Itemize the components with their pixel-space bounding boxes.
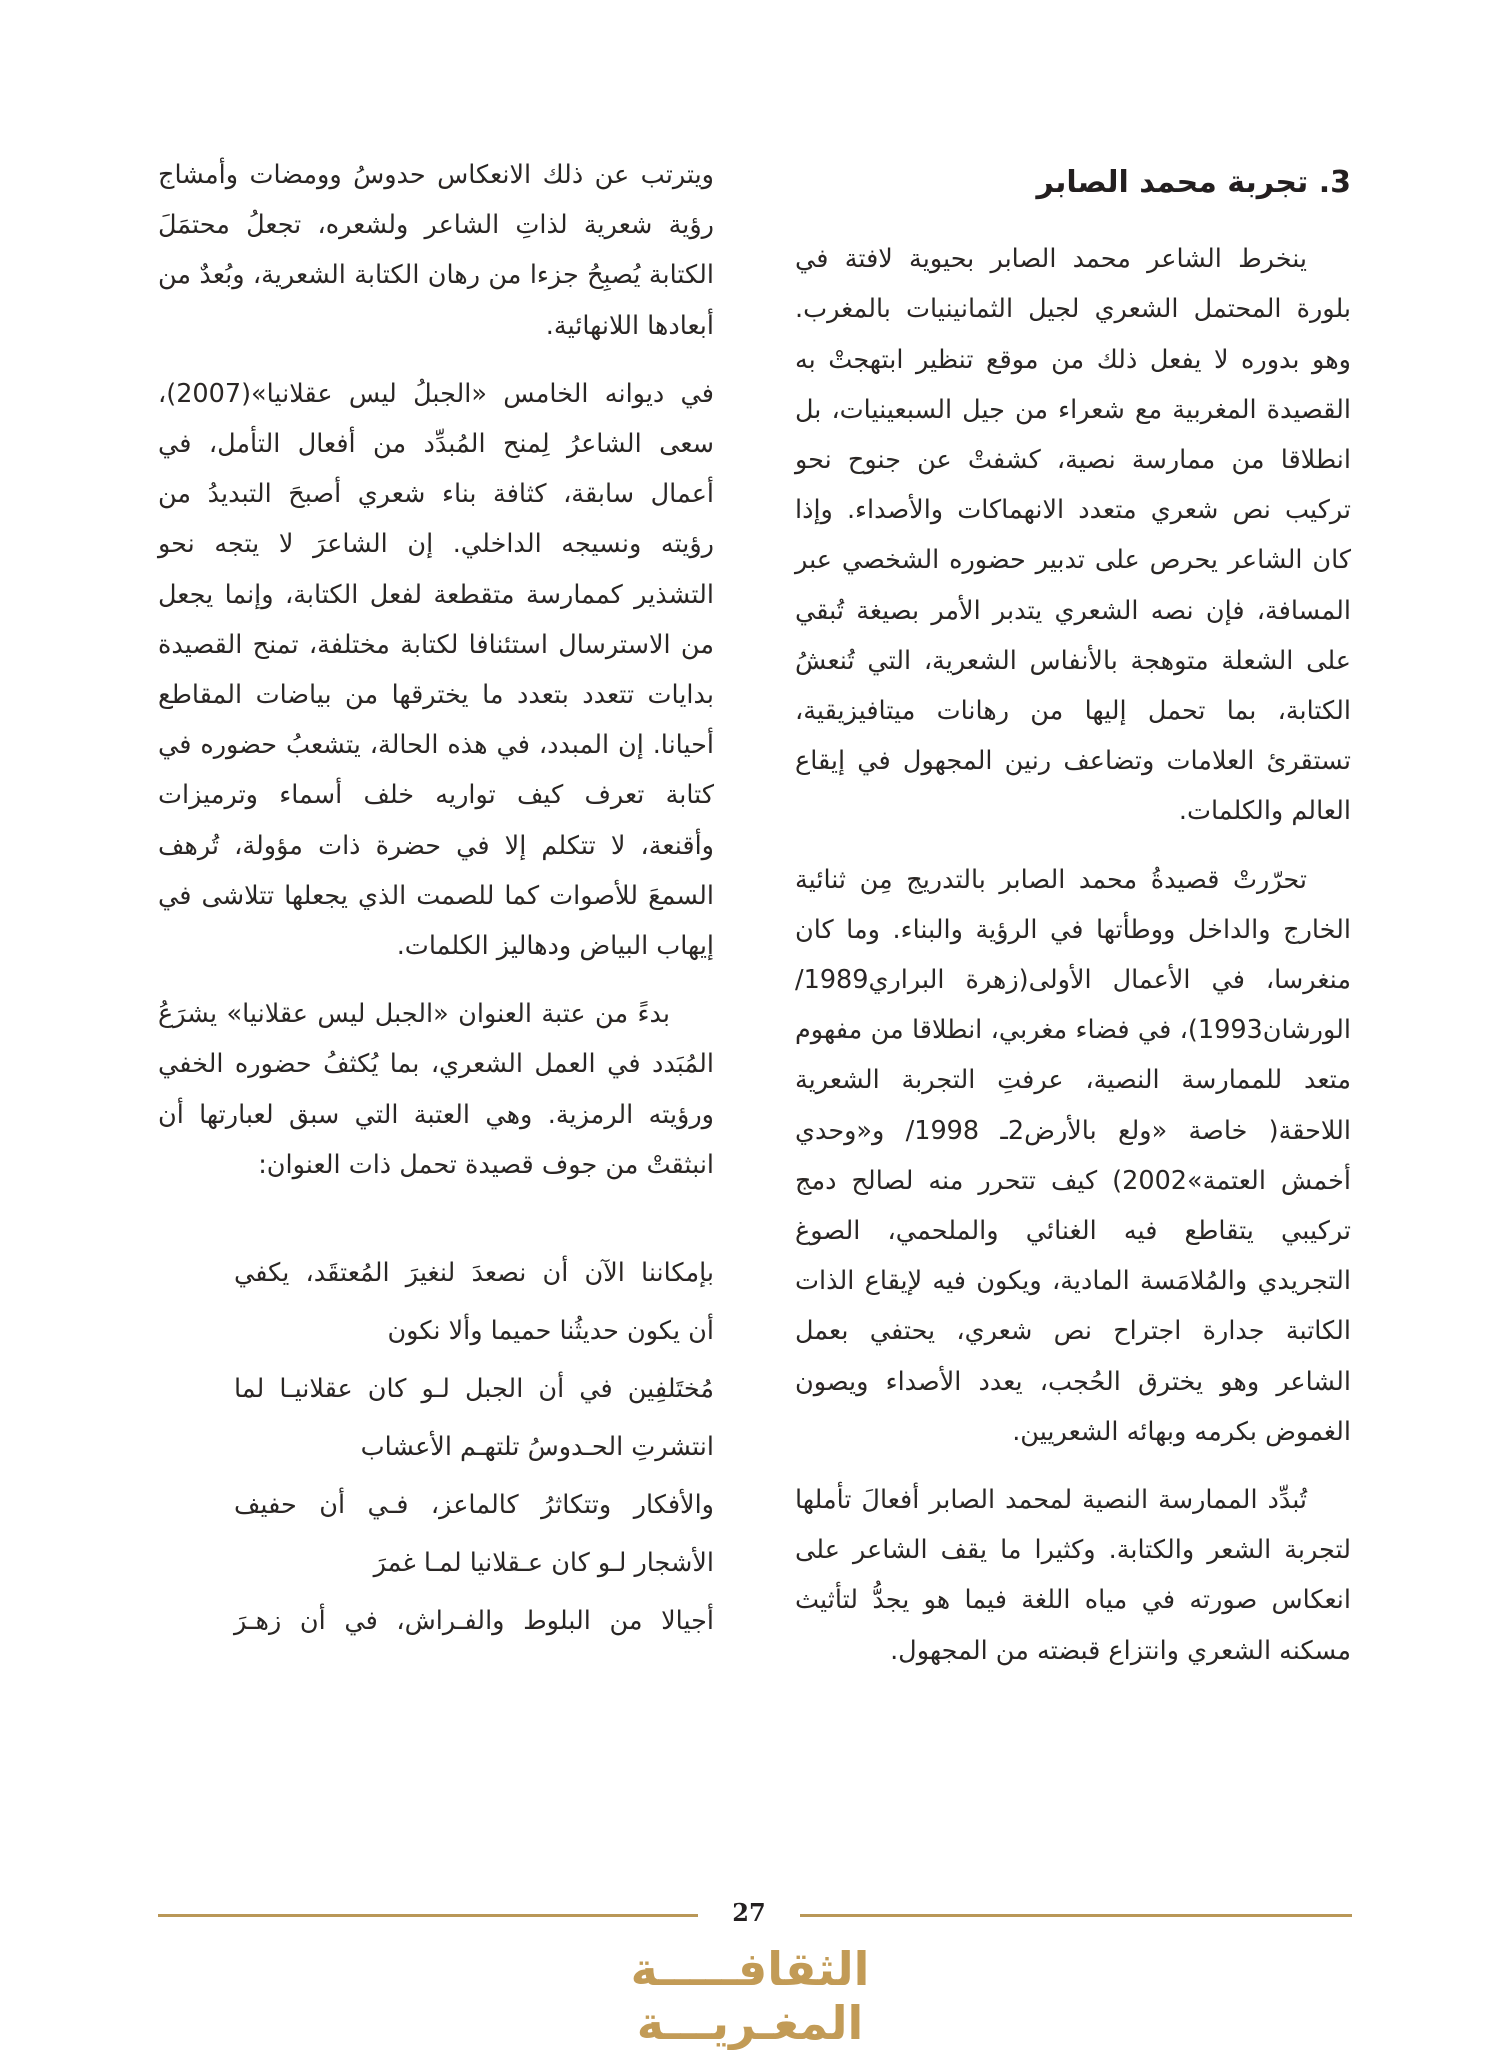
- poem-line: انتشرتِ الحـدوسُ تلتهـم الأعشاب: [360, 1432, 714, 1463]
- paragraph: في ديوانه الخامس «الجبلُ ليس عقلانيا»(2007)، سعى الشاعرُ لِمنح المُبدِّد من أفعال التأمل، في أعمال سابقة، كثافة بناء شعري أصبحَ التبديدُ من رؤيته ونسيجه الداخلي. إن الشاعرَ لا يتجه نحو التشذير كممارسة متقطعة لفعل الكتابة، وإنما يجعل من الاسترسال استئنافا لكتابة مختلفة، تمنح القصيدة بدايات تتعدد بتعدد ما يخترقها من بياضات المقاطع أحيانا. إن المبدد، في هذه الحالة، يتشعبُ حضوره في كتابة تعرف كيف تواريه خلف أسماء وترميزات وأقنعة، لا تتكلم إلا في حضرة ذات مؤولة، تُرهف السمعَ للأصوات كما للصمت الذي يجعلها تتلاشى في إيهاب البياض ودهاليز الكلمات.: [158, 378, 714, 962]
- poem-line: الأشجار لـو كان عـقلانيا لمـا غمرَ: [373, 1548, 714, 1579]
- poem-line: أجيالا من البلوط والفـراش، في أن زهـرَ: [234, 1606, 714, 1637]
- poem-line: أن يكون حديثُنا حميما وألا نكون: [387, 1316, 714, 1347]
- paragraph: ويترتب عن ذلك الانعكاس حدوسُ وومضات وأمشاج رؤية شعرية لذاتِ الشاعر ولشعره، تجعلُ محتمَلَ الكتابة يُصبِحُ جزءا من رهان الكتابة الشعرية، وبُعدٌ من أبعادها اللانهائية.: [158, 160, 714, 341]
- paragraph: ينخرط الشاعر محمد الصابر بحيوية لافتة في بلورة المحتمل الشعري لجيل الثمانينيات بالمغرب. وهو بدوره لا يفعل ذلك من موقع تنظير ابتهجتْ به القصيدة المغربية مع شعراء من جيل السبعينيات، بل انطلاقا من ممارسة نصية، كشفتْ عن جنوح نحو تركيب نص شعري متعدد الانهماكات والأصداء. وإذا كان الشاعر يحرص على تدبير حضوره الشخصي عبر المسافة، فإن نصه الشعري يتدبر الأمر بصيغة تُبقي على الشعلة متوهجة بالأنفاس الشعرية، التي تُنعشُ الكتابة، بما تحمل إليها من رهانات ميتافيزيقية، تستقرئ العلامات وتضاعف رنين المجهول في إيقاع العالم والكلمات.: [795, 244, 1351, 827]
- left-column: [158, 150, 714, 1650]
- poem-line: مُختَلفِين في أن الجبل لـو كان عقلانيـا لما: [234, 1374, 714, 1405]
- footer-divider-left: [158, 1914, 698, 1917]
- page-number: 27: [732, 1898, 766, 1927]
- footer-divider-right: [800, 1914, 1352, 1917]
- magazine-title: الثقافـــــة المغـريـــة: [630, 1942, 870, 2050]
- section-title: 3. تجربة محمد الصابر: [1036, 165, 1351, 200]
- poem-line: بإمكاننا الآن أن نصعدَ لنغيرَ المُعتقَد، يكفي: [234, 1258, 714, 1289]
- paragraph: بدءً من عتبة العنوان «الجبل ليس عقلانيا» يشرَعُ المُبَدد في العمل الشعري، بما يُكثفُ حضوره الخفي ورؤيته الرمزية. وهي العتبة التي سبق لعبارتها أن انبثقتْ من جوف قصيدة تحمل ذات العنوان:: [158, 999, 714, 1180]
- right-column: [795, 150, 1351, 1694]
- poem-line: والأفكار وتتكاثرُ كالماعز، فـي أن حفيف: [234, 1490, 714, 1521]
- paragraph: تُبدِّد الممارسة النصية لمحمد الصابر أفعالَ تأملها لتجربة الشعر والكتابة. وكثيرا ما يقف الشاعر على انعكاس صورته في مياه اللغة فيما هو يجدُّ لتأثيث مسكنه الشعري وانتزاع قبضته من المجهول.: [795, 1485, 1351, 1666]
- paragraph: تحرّرتْ قصيدةُ محمد الصابر بالتدريج مِن ثنائية الخارج والداخل ووطأتها في الرؤية والبناء. وما كان منغرسا، في الأعمال الأولى(زهرة البراري1989/ الورشان1993)، في فضاء مغربي، انطلاقا من مفهوم متعد للممارسة النصية، عرفتِ التجربة الشعرية اللاحقة( خاصة «ولع بالأرض2ـ 1998/ و«وحدي أخمش العتمة»2002) كيف تتحرر منه لصالح دمج تركيبي يتقاطع فيه الغنائي والملحمي، الصوغ التجريدي والمُلامَسة المادية، ويكون فيه لإيقاع الذات الكاتبة جدارة اجتراح نص شعري، يحتفي بعمل الشاعر وهو يخترق الحُجب، يعدد الأصداء ويصون الغموض بكرمه وبهائه الشعريين.: [795, 864, 1351, 1447]
- poem-excerpt: [234, 1244, 714, 1650]
